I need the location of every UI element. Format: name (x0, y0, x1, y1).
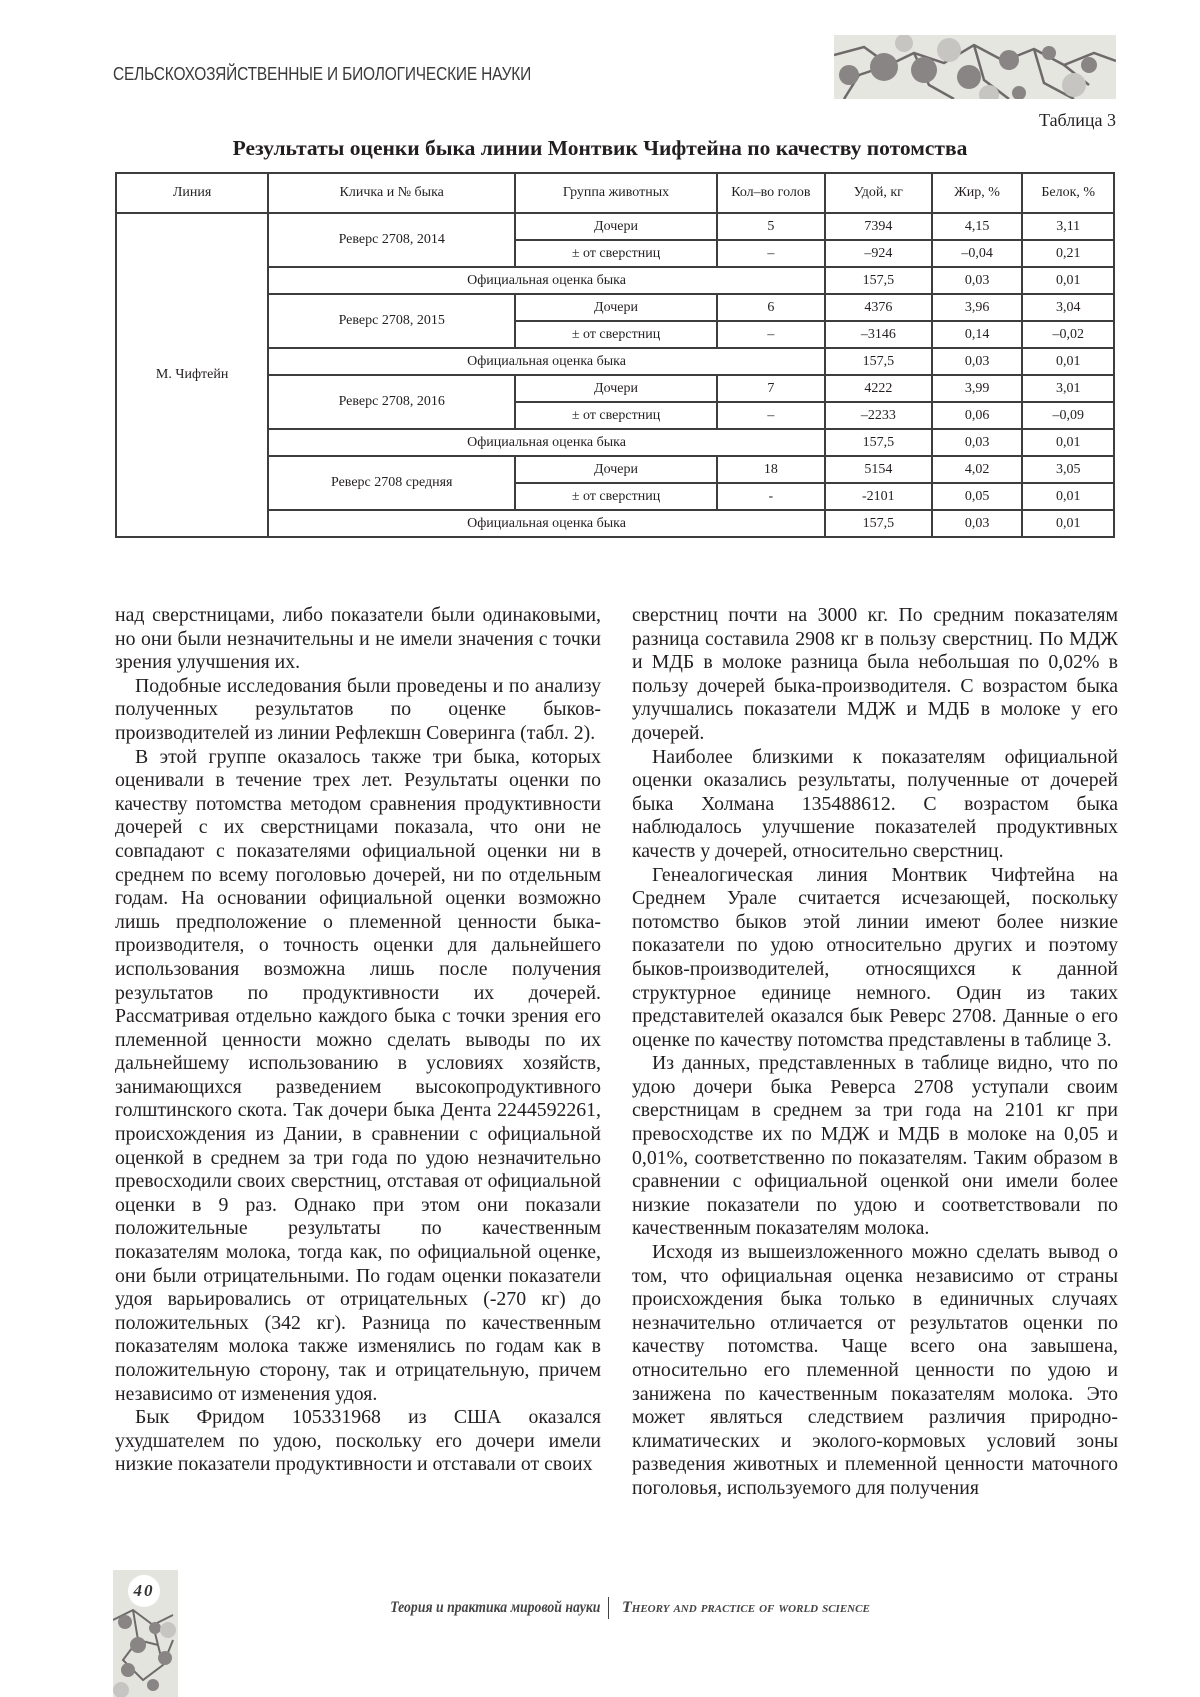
header-molecule-image (834, 35, 1116, 99)
fat-cell: –0,04 (932, 240, 1023, 267)
count-cell: 6 (717, 294, 825, 321)
table-header-row (116, 173, 1114, 213)
bull-cell: Реверс 2708, 2015 (268, 294, 515, 348)
milk-cell: 157,5 (825, 267, 932, 294)
count-cell: – (717, 321, 825, 348)
protein-cell: 0,21 (1022, 240, 1114, 267)
header-count: Кол–во голов (717, 173, 825, 213)
journal-title-en: Theory and practice of world science (622, 1599, 870, 1616)
count-cell: 5 (717, 213, 825, 240)
milk-cell: 5154 (825, 456, 932, 483)
fat-cell: 0,14 (932, 321, 1023, 348)
running-head: СЕЛЬСКОХОЗЯЙСТВЕННЫЕ И БИОЛОГИЧЕСКИЕ НАУКИ (113, 64, 532, 84)
table-caption: Таблица 3 (1039, 110, 1116, 130)
page-number: 40 (128, 1575, 160, 1607)
protein-cell: 0,01 (1022, 348, 1114, 375)
fat-cell: 3,96 (932, 294, 1023, 321)
paragraph: Подобные исследования были проведены и по анализу полученных результатов по оценке быков-производителей из линии Рефлекшн Соверинга (табл. 2). (115, 674, 601, 744)
protein-cell: 0,01 (1022, 429, 1114, 456)
fat-cell: 0,03 (932, 510, 1023, 537)
group-cell: Дочери (515, 375, 717, 402)
paragraph: Бык Фридом 105331968 из США оказался ухудшателем по удою, поскольку его дочери имели низкие показатели продуктивности и отставали от своих (115, 1406, 601, 1476)
protein-cell: –0,09 (1022, 402, 1114, 429)
milk-cell: –3146 (825, 321, 932, 348)
protein-cell: 0,01 (1022, 510, 1114, 537)
paragraph: сверстниц почти на 3000 кг. По средним показателям разница составила 2908 кг в пользу сверстниц. По МДЖ и МДБ в молоке разница была небольшая по 0,02% в пользу дочерей быка-производителя. С возрастом быка улучшались показатели МДЖ и МДБ в молоке у его дочерей. (632, 604, 1118, 744)
group-cell: ± от сверстниц (515, 240, 717, 267)
group-cell: Дочери (515, 294, 717, 321)
milk-cell: 4376 (825, 294, 932, 321)
fat-cell: 4,15 (932, 213, 1023, 240)
protein-cell: 0,01 (1022, 483, 1114, 510)
fat-cell: 0,06 (932, 402, 1023, 429)
paragraph: Исходя из вышеизложенного можно сделать вывод о том, что официальная оценка независимо от страны происхождения быка только в единичных случаях незначительно отличается от результатов оценки по качеству потомства. Чаще всего она завышена, относительно его племенной ценности по удою и занижена по качественным показателям молока. Это может являться следствием различия природно-климатических и эколого-кормовых условий зоны разведения животных и племенной ценности маточного поголовья, используемого для получения (632, 1241, 1118, 1499)
paragraph: над сверстницами, либо показатели были одинаковыми, но они были незначительны и не имели значения с точки зрения улучшения их. (115, 604, 601, 674)
milk-cell: 157,5 (825, 348, 932, 375)
fat-cell: 0,03 (932, 429, 1023, 456)
count-cell: 7 (717, 375, 825, 402)
count-cell: – (717, 402, 825, 429)
bull-cell: Реверс 2708, 2014 (268, 213, 515, 267)
milk-cell: 4222 (825, 375, 932, 402)
table-row (116, 213, 1114, 240)
paragraph: В этой группе оказалось также три быка, которых оценивали в течение трех лет. Результаты оценки по качеству потомства методом сравнения продуктивности дочерей с их сверстницами показала, что они не совпадают с показателями официальной оценки ни в среднем по всему поголовью дочерей, ни по отдельным годам. На основании официальной оценки возможно лишь предположение о племенной ценности быка-производителя, о точность оценки для дальнейшего использования возможна лишь после получения результатов по продуктивности их дочерей. Рассматривая отдельно каждого быка с точки зрения его племенной ценности можно сделать выводы по их дальнейшему использованию в условиях хозяйств, занимающихся разведением высокопродуктивного голштинского скота. Так дочери быка Дента 2244592261, происхождения из Дании, в сравнении с официальной оценкой в среднем за три года по удою незначительно превосходили своих сверстниц, отставая от официальной оценки в 9 раз. Однако при этом они показали положительные результаты по качественным показателям молока, тогда как, по официальной оценке, они были отрицательными. По годам оценки показатели удоя варьировались от отрицательных (-270 кг) до положительных (342 кг). Разница по качественным показателям молока также изменялись по годам как в положительную сторону, так и отрицательную, причем независимо от изменения удоя. (115, 745, 601, 1405)
body-column-right (632, 604, 1118, 1501)
protein-cell: 3,05 (1022, 456, 1114, 483)
protein-cell: 0,01 (1022, 267, 1114, 294)
group-cell: Дочери (515, 213, 717, 240)
results-table (115, 172, 1115, 538)
official-label-cell: Официальная оценка быка (268, 429, 825, 456)
body-column-left (115, 604, 601, 1477)
count-cell: - (717, 483, 825, 510)
footer-divider (608, 1597, 609, 1619)
official-label-cell: Официальная оценка быка (268, 510, 825, 537)
protein-cell: 3,04 (1022, 294, 1114, 321)
group-cell: ± от сверстниц (515, 402, 717, 429)
protein-cell: –0,02 (1022, 321, 1114, 348)
milk-cell: -2101 (825, 483, 932, 510)
group-cell: ± от сверстниц (515, 321, 717, 348)
fat-cell: 4,02 (932, 456, 1023, 483)
protein-cell: 3,01 (1022, 375, 1114, 402)
header-line: Линия (116, 173, 268, 213)
milk-cell: –2233 (825, 402, 932, 429)
fat-cell: 3,99 (932, 375, 1023, 402)
official-label-cell: Официальная оценка быка (268, 267, 825, 294)
count-cell: – (717, 240, 825, 267)
bull-cell: Реверс 2708, 2016 (268, 375, 515, 429)
header-bull: Кличка и № быка (268, 173, 515, 213)
group-cell: ± от сверстниц (515, 483, 717, 510)
fat-cell: 0,05 (932, 483, 1023, 510)
bull-cell: Реверс 2708 средняя (268, 456, 515, 510)
milk-cell: –924 (825, 240, 932, 267)
journal-title-ru: Теория и практика мировой науки (389, 1599, 600, 1616)
milk-cell: 157,5 (825, 429, 932, 456)
protein-cell: 3,11 (1022, 213, 1114, 240)
header-fat: Жир, % (932, 173, 1023, 213)
fat-cell: 0,03 (932, 348, 1023, 375)
paragraph: Из данных, представленных в таблице видно, что по удою дочери быка Реверса 2708 уступали своим сверстницам в среднем за три года на 2101 кг при превосходстве их по МДЖ и МДБ в молоке на 0,05 и 0,01%, соответственно по показателям. Таким образом в сравнении с официальной оценкой они имели более низкие показатели по удою и соответствовали по качественным показателям молока. (632, 1052, 1118, 1240)
fat-cell: 0,03 (932, 267, 1023, 294)
group-cell: Дочери (515, 456, 717, 483)
milk-cell: 157,5 (825, 510, 932, 537)
table-title: Результаты оценки быка линии Монтвик Чифтейна по качеству потомства (232, 136, 968, 160)
header-group: Группа животных (515, 173, 717, 213)
count-cell: 18 (717, 456, 825, 483)
paragraph: Генеалогическая линия Монтвик Чифтейна на Среднем Урале считается исчезающей, поскольку потомство быков этой линии имеют более низкие показатели по удою относительно других и поэтому быков-производителей, относящихся к данной структурное единице немного. Один из таких представителей оказался бык Реверс 2708. Данные о его оценке по качеству потомства представлены в таблице 3. (632, 863, 1118, 1051)
paragraph: Наиболее близкими к показателям официальной оценки оказались результаты, полученные от дочерей быка Холмана 135488612. С возрастом быка наблюдалось улучшение показателей продуктивных качеств у дочерей, относительно сверстниц. (632, 745, 1118, 862)
official-label-cell: Официальная оценка быка (268, 348, 825, 375)
header-protein: Белок, % (1022, 173, 1114, 213)
header-milk: Удой, кг (825, 173, 932, 213)
line-cell: М. Чифтейн (116, 213, 268, 537)
milk-cell: 7394 (825, 213, 932, 240)
